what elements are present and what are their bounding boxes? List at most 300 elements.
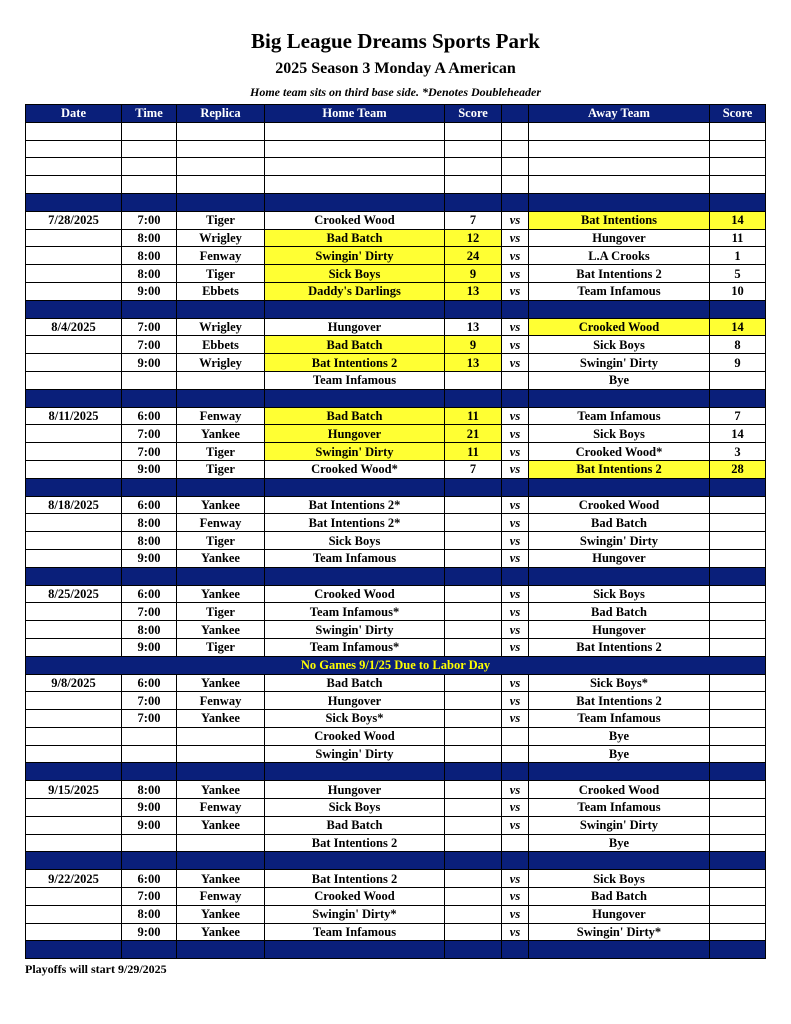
home-team-cell: Hungover	[265, 781, 445, 799]
separator-cell	[26, 193, 122, 211]
separator-cell	[529, 193, 710, 211]
time-cell: 7:00	[122, 603, 177, 621]
vs-cell: vs	[502, 514, 529, 532]
away-team-cell: Bad Batch	[529, 603, 710, 621]
separator-cell	[710, 763, 766, 781]
separator-cell	[529, 478, 710, 496]
game-row	[26, 638, 766, 656]
vs-cell	[502, 727, 529, 745]
replica-cell: Ebbets	[177, 282, 265, 300]
blank-cell	[265, 122, 445, 140]
home-score-cell	[445, 692, 502, 710]
away-team-cell: Crooked Wood	[529, 496, 710, 514]
away-team-cell: Crooked Wood	[529, 318, 710, 336]
replica-cell: Yankee	[177, 710, 265, 728]
separator-cell	[502, 389, 529, 407]
time-cell: 9:00	[122, 549, 177, 567]
blank-cell	[265, 140, 445, 158]
col-header-date: Date	[26, 105, 122, 123]
away-team-cell: Sick Boys	[529, 870, 710, 888]
away-team-cell: Hungover	[529, 549, 710, 567]
home-team-cell: Sick Boys	[265, 532, 445, 550]
time-cell	[122, 371, 177, 389]
time-cell: 8:00	[122, 532, 177, 550]
separator-cell	[26, 567, 122, 585]
blank-cell	[26, 176, 122, 194]
notice-row	[26, 656, 766, 674]
home-team-cell: Daddy's Darlings	[265, 282, 445, 300]
date-cell	[26, 727, 122, 745]
vs-cell: vs	[502, 816, 529, 834]
week-separator-row	[26, 567, 766, 585]
home-team-cell: Hungover	[265, 318, 445, 336]
separator-cell	[177, 300, 265, 318]
separator-cell	[445, 389, 502, 407]
replica-cell: Yankee	[177, 923, 265, 941]
week-separator-row	[26, 300, 766, 318]
away-team-cell: Team Infamous	[529, 282, 710, 300]
separator-cell	[265, 941, 445, 959]
game-row	[26, 371, 766, 389]
blank-cell	[26, 140, 122, 158]
vs-cell: vs	[502, 425, 529, 443]
vs-cell	[502, 745, 529, 763]
away-score-cell: 14	[710, 425, 766, 443]
vs-cell: vs	[502, 692, 529, 710]
away-score-cell: 10	[710, 282, 766, 300]
separator-cell	[122, 567, 177, 585]
date-cell	[26, 834, 122, 852]
away-score-cell: 1	[710, 247, 766, 265]
away-team-cell: Bad Batch	[529, 514, 710, 532]
away-team-cell: Bat Intentions 2	[529, 692, 710, 710]
vs-cell: vs	[502, 638, 529, 656]
separator-cell	[529, 567, 710, 585]
blank-cell	[710, 140, 766, 158]
blank-cell	[529, 140, 710, 158]
separator-cell	[122, 300, 177, 318]
time-cell: 7:00	[122, 336, 177, 354]
time-cell: 6:00	[122, 407, 177, 425]
vs-cell: vs	[502, 799, 529, 817]
time-cell	[122, 834, 177, 852]
time-cell: 8:00	[122, 247, 177, 265]
time-cell: 8:00	[122, 781, 177, 799]
away-team-cell: Bye	[529, 371, 710, 389]
away-team-cell: L.A Crooks	[529, 247, 710, 265]
separator-cell	[177, 763, 265, 781]
time-cell: 6:00	[122, 674, 177, 692]
blank-cell	[710, 176, 766, 194]
game-row	[26, 799, 766, 817]
vs-cell: vs	[502, 229, 529, 247]
home-score-cell	[445, 621, 502, 639]
blank-cell	[26, 158, 122, 176]
game-row	[26, 870, 766, 888]
home-score-cell	[445, 638, 502, 656]
date-cell	[26, 888, 122, 906]
blank-cell	[177, 122, 265, 140]
time-cell: 7:00	[122, 888, 177, 906]
separator-cell	[710, 389, 766, 407]
vs-cell: vs	[502, 265, 529, 283]
blank-cell	[502, 176, 529, 194]
replica-cell: Tiger	[177, 211, 265, 229]
separator-cell	[122, 763, 177, 781]
date-cell	[26, 710, 122, 728]
vs-cell: vs	[502, 460, 529, 478]
home-score-cell	[445, 816, 502, 834]
separator-cell	[265, 852, 445, 870]
vs-cell: vs	[502, 211, 529, 229]
home-team-cell: Crooked Wood	[265, 211, 445, 229]
page-subtitle: 2025 Season 3 Monday A American	[275, 60, 516, 77]
week-separator-row	[26, 389, 766, 407]
separator-cell	[529, 852, 710, 870]
separator-cell	[710, 941, 766, 959]
col-header-replica: Replica	[177, 105, 265, 123]
vs-cell: vs	[502, 318, 529, 336]
away-score-cell: 3	[710, 443, 766, 461]
separator-cell	[265, 567, 445, 585]
separator-cell	[265, 478, 445, 496]
away-team-cell: Sick Boys	[529, 425, 710, 443]
home-team-cell: Team Infamous*	[265, 603, 445, 621]
time-cell: 7:00	[122, 425, 177, 443]
away-score-cell	[710, 585, 766, 603]
vs-cell: vs	[502, 354, 529, 372]
home-team-cell: Bad Batch	[265, 407, 445, 425]
home-score-cell: 9	[445, 336, 502, 354]
away-score-cell	[710, 888, 766, 906]
game-row	[26, 781, 766, 799]
home-team-cell: Bat Intentions 2	[265, 834, 445, 852]
blank-cell	[445, 122, 502, 140]
vs-cell: vs	[502, 870, 529, 888]
no-games-notice: No Games 9/1/25 Due to Labor Day	[26, 656, 766, 674]
away-score-cell: 28	[710, 460, 766, 478]
game-row	[26, 460, 766, 478]
away-score-cell	[710, 834, 766, 852]
away-team-cell: Bye	[529, 727, 710, 745]
game-row	[26, 443, 766, 461]
replica-cell: Yankee	[177, 496, 265, 514]
vs-cell	[502, 371, 529, 389]
replica-cell: Tiger	[177, 532, 265, 550]
blank-row	[26, 158, 766, 176]
home-score-cell	[445, 496, 502, 514]
game-row	[26, 603, 766, 621]
home-team-cell: Bad Batch	[265, 674, 445, 692]
vs-cell: vs	[502, 603, 529, 621]
game-row	[26, 211, 766, 229]
vs-cell: vs	[502, 674, 529, 692]
separator-cell	[710, 300, 766, 318]
blank-cell	[529, 158, 710, 176]
away-score-cell	[710, 674, 766, 692]
date-cell	[26, 282, 122, 300]
game-row	[26, 265, 766, 283]
blank-cell	[265, 158, 445, 176]
replica-cell: Yankee	[177, 549, 265, 567]
date-cell	[26, 549, 122, 567]
week-separator-row	[26, 941, 766, 959]
game-row	[26, 229, 766, 247]
time-cell: 7:00	[122, 710, 177, 728]
away-team-cell: Team Infamous	[529, 710, 710, 728]
game-row	[26, 710, 766, 728]
blank-cell	[122, 122, 177, 140]
date-cell	[26, 460, 122, 478]
separator-cell	[177, 941, 265, 959]
home-team-cell: Sick Boys	[265, 265, 445, 283]
home-team-cell: Swingin' Dirty	[265, 621, 445, 639]
replica-cell: Tiger	[177, 603, 265, 621]
separator-cell	[26, 852, 122, 870]
separator-cell	[445, 941, 502, 959]
away-score-cell	[710, 549, 766, 567]
blank-cell	[710, 122, 766, 140]
blank-cell	[710, 158, 766, 176]
date-cell: 8/11/2025	[26, 407, 122, 425]
game-row	[26, 407, 766, 425]
home-score-cell	[445, 745, 502, 763]
blank-row	[26, 140, 766, 158]
replica-cell: Wrigley	[177, 229, 265, 247]
date-cell	[26, 692, 122, 710]
date-cell	[26, 923, 122, 941]
home-team-cell: Hungover	[265, 692, 445, 710]
home-team-cell: Crooked Wood*	[265, 460, 445, 478]
away-score-cell	[710, 816, 766, 834]
separator-cell	[177, 193, 265, 211]
home-team-cell: Bat Intentions 2*	[265, 496, 445, 514]
replica-cell: Yankee	[177, 816, 265, 834]
time-cell	[122, 727, 177, 745]
blank-cell	[445, 176, 502, 194]
game-row	[26, 496, 766, 514]
time-cell: 6:00	[122, 870, 177, 888]
replica-cell: Fenway	[177, 799, 265, 817]
home-score-cell: 11	[445, 407, 502, 425]
home-team-cell: Swingin' Dirty	[265, 745, 445, 763]
away-score-cell	[710, 514, 766, 532]
home-score-cell: 13	[445, 354, 502, 372]
away-team-cell: Swingin' Dirty	[529, 532, 710, 550]
home-team-cell: Crooked Wood	[265, 585, 445, 603]
header-row	[26, 105, 766, 123]
home-score-cell: 12	[445, 229, 502, 247]
vs-cell: vs	[502, 407, 529, 425]
home-team-cell: Sick Boys	[265, 799, 445, 817]
separator-cell	[502, 567, 529, 585]
time-cell: 7:00	[122, 443, 177, 461]
blank-cell	[502, 140, 529, 158]
separator-cell	[445, 567, 502, 585]
game-row	[26, 727, 766, 745]
time-cell: 7:00	[122, 211, 177, 229]
away-score-cell	[710, 870, 766, 888]
col-header-time: Time	[122, 105, 177, 123]
separator-cell	[265, 763, 445, 781]
home-score-cell	[445, 923, 502, 941]
time-cell	[122, 745, 177, 763]
home-score-cell	[445, 549, 502, 567]
date-cell	[26, 799, 122, 817]
home-score-cell	[445, 371, 502, 389]
separator-cell	[445, 852, 502, 870]
home-team-cell: Bat Intentions 2*	[265, 514, 445, 532]
date-cell	[26, 371, 122, 389]
away-team-cell: Bye	[529, 745, 710, 763]
vs-cell: vs	[502, 496, 529, 514]
separator-cell	[445, 300, 502, 318]
separator-cell	[265, 389, 445, 407]
date-cell	[26, 603, 122, 621]
replica-cell: Tiger	[177, 265, 265, 283]
game-row	[26, 247, 766, 265]
home-team-cell: Swingin' Dirty*	[265, 905, 445, 923]
time-cell: 8:00	[122, 514, 177, 532]
away-team-cell: Bye	[529, 834, 710, 852]
separator-cell	[529, 300, 710, 318]
time-cell: 9:00	[122, 638, 177, 656]
home-team-cell: Sick Boys*	[265, 710, 445, 728]
game-row	[26, 354, 766, 372]
replica-cell: Yankee	[177, 781, 265, 799]
time-cell: 7:00	[122, 692, 177, 710]
date-cell: 9/22/2025	[26, 870, 122, 888]
home-team-cell: Team Infamous	[265, 549, 445, 567]
game-row	[26, 336, 766, 354]
blank-cell	[177, 158, 265, 176]
vs-cell: vs	[502, 549, 529, 567]
home-score-cell	[445, 870, 502, 888]
date-cell	[26, 229, 122, 247]
vs-cell: vs	[502, 781, 529, 799]
time-cell: 9:00	[122, 923, 177, 941]
away-team-cell: Bat Intentions	[529, 211, 710, 229]
away-team-cell: Swingin' Dirty*	[529, 923, 710, 941]
vs-cell: vs	[502, 282, 529, 300]
vs-cell: vs	[502, 621, 529, 639]
separator-cell	[445, 478, 502, 496]
away-score-cell	[710, 621, 766, 639]
vs-cell: vs	[502, 905, 529, 923]
away-score-cell	[710, 532, 766, 550]
separator-cell	[529, 941, 710, 959]
week-separator-row	[26, 763, 766, 781]
away-score-cell	[710, 496, 766, 514]
home-score-cell	[445, 888, 502, 906]
game-row	[26, 585, 766, 603]
time-cell: 9:00	[122, 354, 177, 372]
date-cell	[26, 745, 122, 763]
blank-cell	[502, 158, 529, 176]
home-score-cell	[445, 799, 502, 817]
separator-cell	[26, 941, 122, 959]
away-team-cell: Team Infamous	[529, 799, 710, 817]
vs-cell: vs	[502, 923, 529, 941]
separator-cell	[26, 300, 122, 318]
col-header-away-team: Away Team	[529, 105, 710, 123]
vs-cell: vs	[502, 247, 529, 265]
col-header-home-team: Home Team	[265, 105, 445, 123]
blank-cell	[529, 122, 710, 140]
home-score-cell: 7	[445, 211, 502, 229]
replica-cell: Yankee	[177, 674, 265, 692]
away-team-cell: Bat Intentions 2	[529, 638, 710, 656]
replica-cell: Yankee	[177, 425, 265, 443]
date-cell	[26, 621, 122, 639]
separator-cell	[529, 763, 710, 781]
replica-cell	[177, 727, 265, 745]
separator-cell	[177, 478, 265, 496]
vs-cell	[502, 834, 529, 852]
away-score-cell: 7	[710, 407, 766, 425]
home-score-cell: 9	[445, 265, 502, 283]
page-title: Big League Dreams Sports Park	[251, 29, 540, 53]
home-score-cell	[445, 514, 502, 532]
time-cell: 9:00	[122, 799, 177, 817]
blank-row	[26, 122, 766, 140]
date-cell	[26, 532, 122, 550]
home-team-cell: Team Infamous*	[265, 638, 445, 656]
replica-cell: Ebbets	[177, 336, 265, 354]
home-team-cell: Team Infamous	[265, 371, 445, 389]
away-score-cell	[710, 371, 766, 389]
separator-cell	[122, 941, 177, 959]
separator-cell	[122, 852, 177, 870]
vs-cell: vs	[502, 532, 529, 550]
away-team-cell: Bad Batch	[529, 888, 710, 906]
game-row	[26, 549, 766, 567]
time-cell: 8:00	[122, 905, 177, 923]
home-team-cell: Bat Intentions 2	[265, 354, 445, 372]
home-score-cell	[445, 603, 502, 621]
date-cell: 7/28/2025	[26, 211, 122, 229]
blank-cell	[177, 176, 265, 194]
blank-row	[26, 176, 766, 194]
separator-cell	[710, 852, 766, 870]
replica-cell: Fenway	[177, 692, 265, 710]
away-score-cell: 8	[710, 336, 766, 354]
vs-cell: vs	[502, 336, 529, 354]
game-row	[26, 692, 766, 710]
separator-cell	[122, 193, 177, 211]
col-header-home-score: Score	[445, 105, 502, 123]
away-score-cell: 9	[710, 354, 766, 372]
game-row	[26, 282, 766, 300]
time-cell: 9:00	[122, 816, 177, 834]
away-team-cell: Sick Boys*	[529, 674, 710, 692]
time-cell: 6:00	[122, 496, 177, 514]
separator-cell	[502, 193, 529, 211]
game-row	[26, 621, 766, 639]
game-row	[26, 745, 766, 763]
separator-cell	[177, 852, 265, 870]
replica-cell: Yankee	[177, 905, 265, 923]
away-team-cell: Sick Boys	[529, 336, 710, 354]
date-cell	[26, 443, 122, 461]
away-team-cell: Crooked Wood	[529, 781, 710, 799]
date-cell	[26, 265, 122, 283]
away-score-cell	[710, 692, 766, 710]
separator-cell	[502, 852, 529, 870]
game-row	[26, 888, 766, 906]
replica-cell: Tiger	[177, 460, 265, 478]
home-score-cell	[445, 834, 502, 852]
